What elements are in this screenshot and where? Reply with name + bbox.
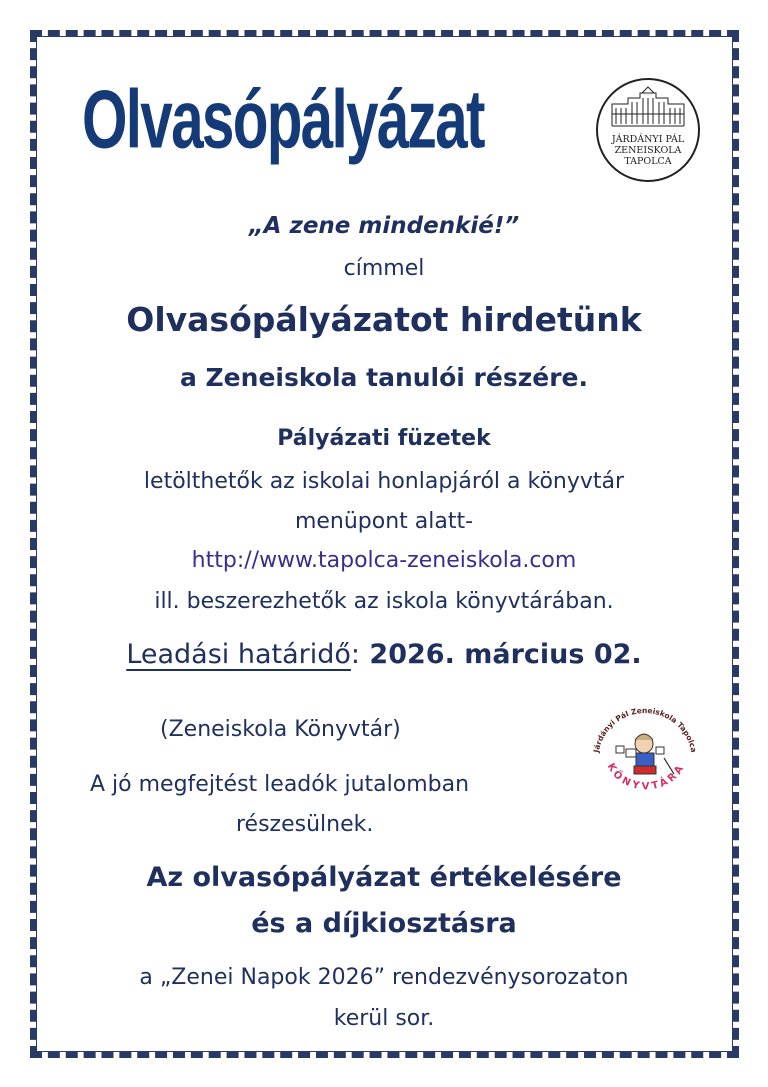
library-logo-word: KÖNYVTÁRA — [604, 761, 688, 793]
subheadline: a Zeneiskola tanulói részére. — [179, 363, 589, 392]
library-logo-graphic — [586, 704, 704, 802]
logo-line-1: JÁRDÁNYI PÁL — [611, 134, 685, 145]
reader-figure-icon — [616, 734, 674, 774]
evaluation-line-2: és a díjkiosztásra — [251, 908, 517, 939]
booklets-heading: Pályázati füzetek — [277, 426, 491, 451]
school-logo — [596, 78, 700, 182]
deadline-date: 2026. március 02. — [360, 639, 642, 670]
reward-line-2: részesülnek. — [236, 812, 374, 837]
logo-line-2: ZENEISKOLA — [614, 145, 682, 156]
library-logo — [586, 704, 704, 802]
cimmel-text: címmel — [343, 256, 425, 281]
deadline — [40, 639, 728, 670]
download-line-1: letölthetők az iskolai honlapjáról a könyvtár — [143, 469, 625, 494]
location: (Zeneiskola Könyvtár) — [160, 717, 401, 742]
headline: Olvasópályázatot hirdetünk — [126, 300, 642, 339]
alternative-line: ill. beszerezhetők az iskola könyvtárában. — [154, 589, 614, 614]
evaluation-line-1: Az olvasópályázat értékelésére — [146, 862, 622, 893]
library-logo-arc-text: Járdányi Pál Zeneiskola Tapolca — [591, 705, 699, 754]
download-line-2: menüpont alatt- — [294, 509, 474, 534]
inner-border — [36, 36, 733, 1052]
deadline-separator: : — [350, 639, 361, 670]
logo-line-3: TAPOLCA — [624, 156, 672, 167]
event-line-1: a „Zenei Napok 2026” rendezvénysorozaton — [139, 965, 629, 990]
deadline-label: Leadási határidő — [126, 639, 351, 670]
poster-title: Olvasópályázat — [82, 73, 484, 166]
website-link[interactable]: http://www.tapolca-zeneiskola.com — [191, 548, 577, 573]
quote: „A zene mindenkié!” — [248, 213, 520, 239]
event-line-2: kerül sor. — [333, 1006, 435, 1031]
reward-line-1: A jó megfejtést leadók jutalomban — [90, 772, 470, 797]
